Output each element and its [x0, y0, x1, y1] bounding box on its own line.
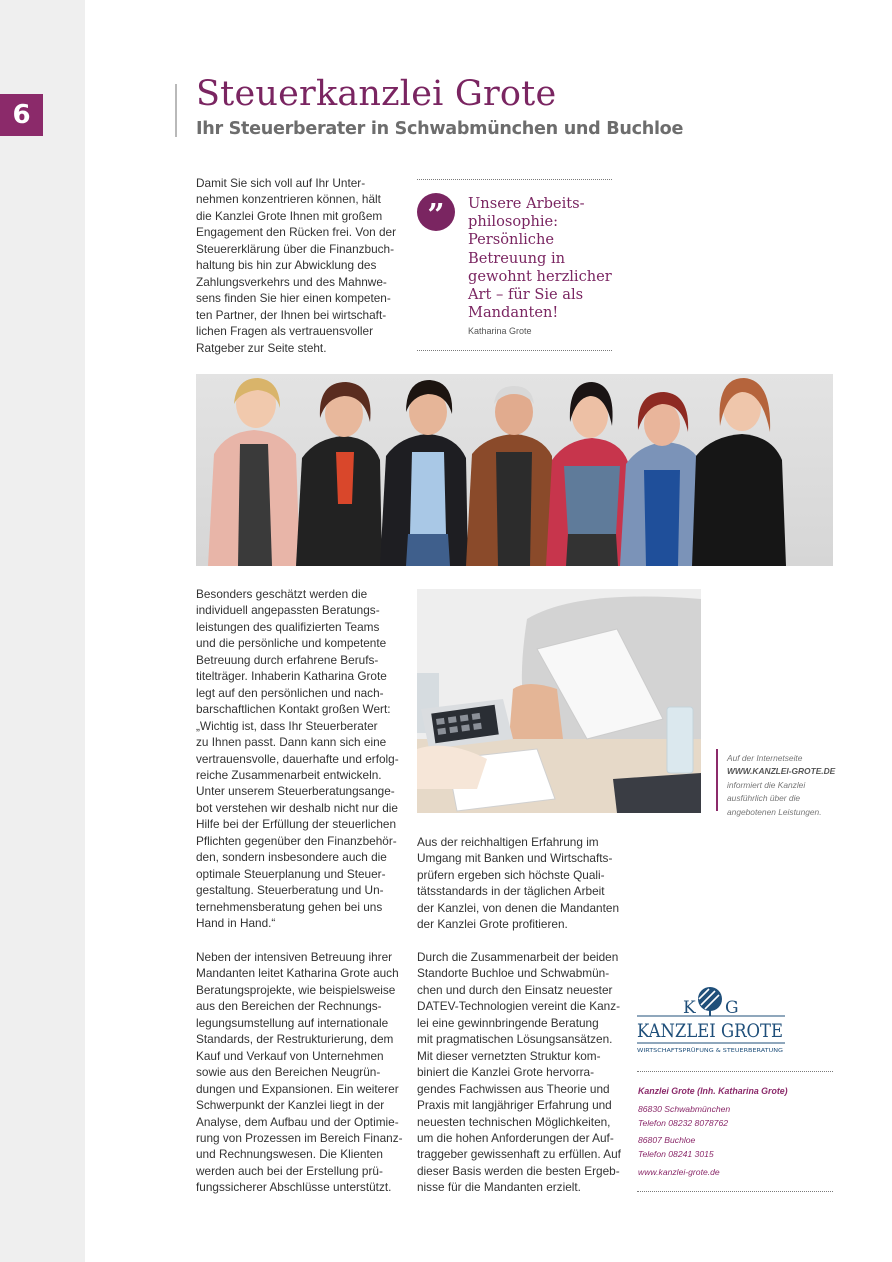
page-number-tab: 6	[0, 94, 43, 136]
contact-bottom-divider	[637, 1191, 833, 1192]
sidenote-bar	[716, 749, 718, 811]
text-line: Mandanten!	[468, 304, 559, 322]
intro-paragraph	[196, 175, 397, 356]
column1-paragraph1	[196, 586, 399, 932]
text-line: Besonders geschätzt werden die	[196, 587, 368, 601]
text-line: zu Ihnen passt. Dann kann sich eine	[196, 735, 387, 750]
text-line: Aus der reichhaltigen Erfahrung im	[417, 835, 599, 849]
text-line: philosophie:	[468, 213, 559, 231]
text-line: Betreuung durch erfahrene Berufs-	[196, 652, 379, 667]
text-line: neuesten technischen Möglichkeiten,	[417, 1114, 611, 1129]
note-line-1: Auf der Internetseite	[727, 753, 803, 763]
logo-initial-g: G	[725, 998, 739, 1018]
text-line: Umgang mit Banken und Wirtschafts-	[417, 851, 613, 866]
text-line: die Kanzlei Grote Ihnen mit großem	[196, 208, 383, 223]
text-line: Unter unserem Steuerberatungsange-	[196, 784, 395, 799]
text-line: und Rechnungswesen. Die Klienten	[196, 1147, 383, 1162]
text-line: Analyse, dem Aufbau und der Optimie-	[196, 1114, 399, 1129]
tree-icon	[698, 987, 722, 1011]
text-line: DATEV-Technologien vereint die Kanz-	[417, 999, 621, 1014]
text-line: lichen Fragen als vertrauensvoller	[196, 324, 374, 339]
text-line: Standorte Buchloe und Schwabmün-	[417, 966, 610, 981]
text-line: vertrauensvolle, dauerhafte und erfolg-	[196, 751, 399, 766]
column2-paragraph1	[417, 834, 620, 933]
contact-name: Kanzlei Grote (Inh. Katharina Grote)	[638, 1086, 788, 1096]
text-line: leistungen des qualifizierten Teams	[196, 619, 380, 634]
text-line: gewohnt herzlicher	[468, 267, 612, 285]
contact-phone-1: Telefon 08232 8078762	[638, 1118, 729, 1128]
text-line: werden auch bei der Erstellung prü-	[196, 1163, 383, 1178]
contact-city-2: 86807 Buchloe	[638, 1135, 696, 1145]
text-line: mit pragmatischen Lösungsansätzen.	[417, 1032, 613, 1047]
quote-bottom-divider	[417, 350, 612, 351]
text-line: optimale Steuerplanung und Steuer-	[196, 866, 386, 881]
column2-paragraph2	[417, 949, 621, 1196]
text-line: ten Partner, der Ihnen bei wirtschaft-	[196, 307, 387, 322]
note-line-2: informiert die Kanzlei	[727, 779, 806, 790]
text-line: Beratungsprojekte, wie beispielsweise	[196, 982, 396, 997]
website-url[interactable]: WWW.KANZLEI-GROTE.DE	[727, 766, 836, 777]
pull-quote-text	[468, 195, 618, 322]
text-line: Hand in Hand.“	[196, 916, 276, 931]
text-line: gendes Fachwissen aus Theorie und	[417, 1081, 610, 1096]
text-line: Engagement den Rücken frei. Von der	[196, 225, 397, 240]
text-line: traggeber gewissenhaft zu erfüllen. Auf	[417, 1147, 621, 1162]
note-line-4: angebotenen Leistungen.	[727, 806, 822, 817]
text-line: bot verstehen wir deshalb nicht nur die	[196, 800, 398, 815]
page-title: Steuerkanzlei Grote	[196, 74, 557, 114]
text-line: individuell angepassten Beratungs-	[196, 603, 380, 618]
text-line: nehmen konzentrieren können, hält	[196, 192, 381, 207]
quote-author: Katharina Grote	[468, 326, 532, 336]
office-photo	[417, 589, 701, 813]
logo-initial-k: K	[683, 998, 696, 1018]
text-line: Art – für Sie als	[468, 286, 584, 304]
text-line: Standards, der Restrukturierung, dem	[196, 1032, 394, 1047]
text-line: Ratgeber zur Seite steht.	[196, 340, 327, 355]
text-line: sowie aus den Bereichen Neugrün-	[196, 1065, 381, 1080]
team-photo	[196, 374, 833, 566]
text-line: Praxis mit langjähriger Erfahrung und	[417, 1098, 612, 1113]
text-line: Betreuung in	[468, 249, 566, 267]
logo-tagline: WIRTSCHAFTSPRÜFUNG & STEUERBERATUNG	[637, 1048, 760, 1054]
title-rule	[175, 84, 177, 137]
text-line: nisse für die Mandanten erzielt.	[417, 1180, 581, 1195]
text-line: barschaftlichen Kontakt großen Wert:	[196, 702, 391, 717]
text-line: Steuererklärung über die Finanzbuch-	[196, 241, 395, 256]
text-line: Kauf und Verkauf von Unternehmen	[196, 1048, 384, 1063]
text-line: den, sondern insbesondere auch die	[196, 850, 387, 865]
text-line: der Kanzlei, von denen die Mandanten	[417, 900, 620, 915]
note-line-3: ausführlich über die	[727, 793, 801, 804]
logo-name: KANZLEI GROTE	[637, 1021, 783, 1042]
text-line: aus den Bereichen der Rechnungs-	[196, 999, 382, 1014]
text-line: Hilfe bei der Erfüllung der steuerlichen	[196, 817, 396, 832]
text-line: biniert die Kanzlei Grote hervorra-	[417, 1065, 595, 1080]
text-line: ternehmensberatung gehen bei uns	[196, 899, 383, 914]
text-line: rung von Prozessen im Bereich Finanz-	[196, 1130, 403, 1145]
text-line: legt auf den persönlichen und nach-	[196, 685, 384, 700]
column1-paragraph2	[196, 949, 403, 1196]
contact-top-divider	[637, 1071, 833, 1072]
text-line: reiche Zusammenarbeit entwickeln.	[196, 767, 382, 782]
text-line: dungen und Expansionen. Ein weiterer	[196, 1081, 399, 1096]
text-line: Mit dieser vernetzten Struktur kom-	[417, 1048, 601, 1063]
text-line: Damit Sie sich voll auf Ihr Unter-	[196, 176, 366, 190]
text-line: um die hohen Anforderungen der Auf-	[417, 1130, 614, 1145]
text-line: gestaltung. Steuerberatung und Un-	[196, 883, 384, 898]
contact-phone-2: Telefon 08241 3015	[638, 1149, 714, 1159]
text-line: Zahlungsverkehrs und des Mahnwe-	[196, 274, 387, 289]
kanzlei-grote-logo	[637, 985, 785, 1055]
text-line: Unsere Arbeits-	[468, 195, 585, 212]
text-line: haltung bis hin zur Abwicklung des	[196, 258, 377, 273]
text-line: titelträger. Inhaberin Katharina Grote	[196, 669, 387, 684]
page-margin	[0, 0, 85, 1262]
text-line: Neben der intensiven Betreuung ihrer	[196, 950, 393, 964]
text-line: tätsstandards in der täglichen Arbeit	[417, 884, 605, 899]
text-line: und die persönliche und kompetente	[196, 636, 387, 651]
text-line: Schwerpunkt der Kanzlei liegt in der	[196, 1098, 385, 1113]
text-line: dieser Basis werden die besten Ergeb-	[417, 1163, 620, 1178]
website-note	[727, 752, 842, 819]
quote-mark-icon: ”	[417, 193, 455, 231]
page-subtitle: Ihr Steuerberater in Schwabmünchen und Buchloe	[196, 119, 684, 139]
text-line: Mandanten leitet Katharina Grote auch	[196, 966, 399, 981]
text-line: Pflichten gegenüber den Finanzbehör-	[196, 833, 397, 848]
text-line: „Wichtig ist, dass Ihr Steuerberater	[196, 718, 378, 733]
text-line: fungssicherer Abschlüsse unterstützt.	[196, 1180, 392, 1195]
contact-website[interactable]: www.kanzlei-grote.de	[638, 1167, 720, 1177]
text-line: sens finden Sie hier einen kompeten-	[196, 291, 391, 306]
quote-top-divider	[417, 179, 612, 180]
text-line: legungsumstellung auf internationale	[196, 1015, 389, 1030]
contact-city-1: 86830 Schwabmünchen	[638, 1104, 731, 1114]
text-line: prüfern ergeben sich höchste Quali-	[417, 867, 605, 882]
text-line: lei eine gewinnbringende Beratung	[417, 1015, 599, 1030]
text-line: Durch die Zusammenarbeit der beiden	[417, 950, 619, 964]
text-line: chen und durch den Einsatz neuester	[417, 982, 613, 997]
text-line: Persönliche	[468, 231, 554, 249]
text-line: der Kanzlei Grote profitieren.	[417, 917, 568, 932]
